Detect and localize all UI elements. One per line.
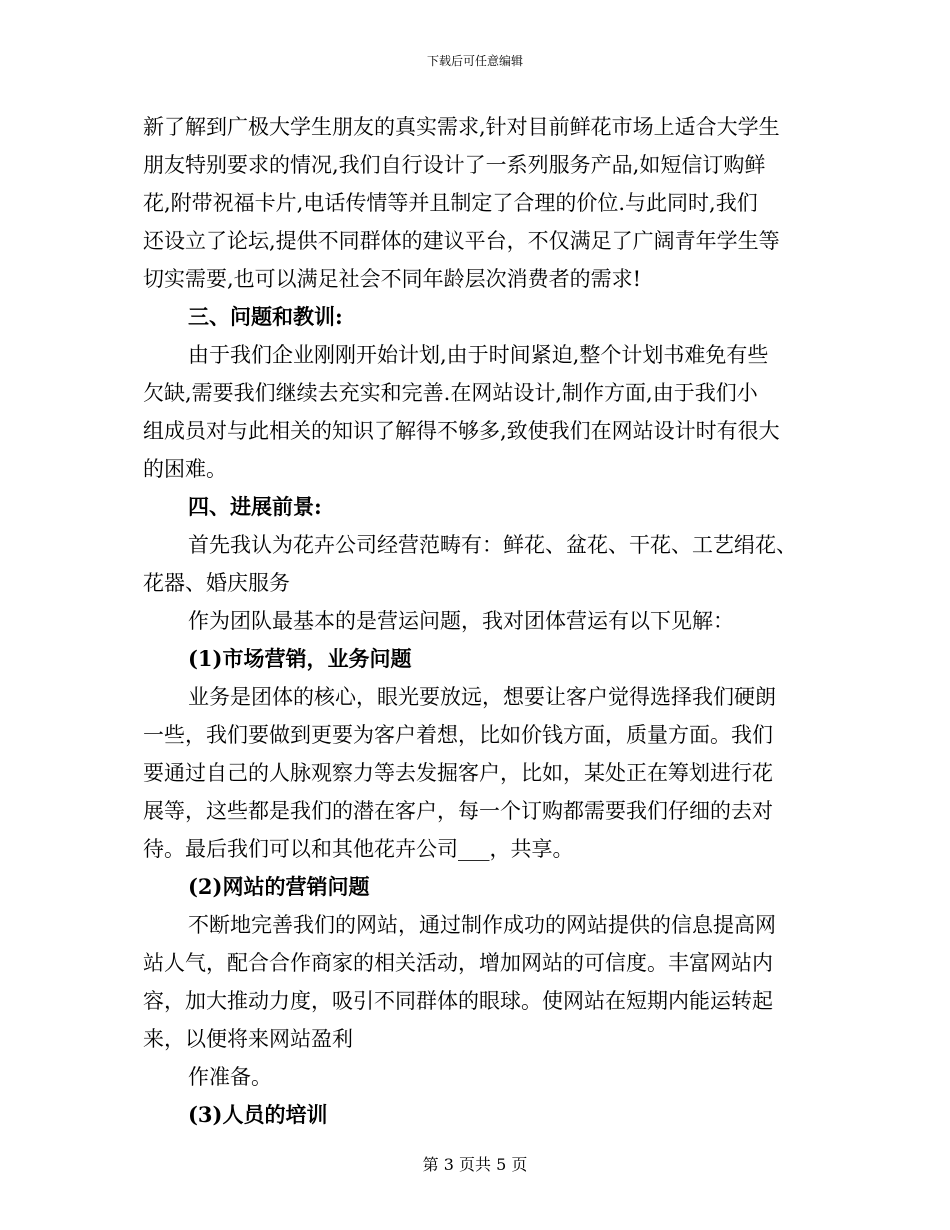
paragraph-line: 待。最后我们可以和其他花卉公司___，共享。	[143, 837, 574, 861]
paragraph-line: 切实需要,也可以满足社会不同年龄层次消费者的需求!	[143, 267, 642, 291]
subsection-heading: (2)网站的营销问题	[188, 874, 370, 899]
paragraph-line: 业务是团体的核心，眼光要放远，想要让客户觉得选择我们硬朗	[188, 685, 776, 709]
subsection-heading: (1)市场营销，业务问题	[188, 646, 412, 671]
section-heading: 四、进展前景:	[188, 494, 322, 519]
subsection-heading: (3)人员的培训	[188, 1102, 328, 1127]
paragraph-line: 容，加大推动力度，吸引不同群体的眼球。使网站在短期内能运转起	[143, 989, 773, 1013]
paragraph-line: 作为团队最基本的是营运问题，我对团体营运有以下见解：	[188, 609, 734, 633]
paragraph-line: 新了解到广极大学生朋友的真实需求,针对目前鲜花市场上适合大学生	[143, 115, 780, 139]
paragraph-line: 欠缺,需要我们继续去充实和完善.在网站设计,制作方面,由于我们小	[143, 381, 758, 405]
paragraph-line: 作准备。	[188, 1065, 272, 1089]
paragraph-line: 的困难。	[143, 457, 227, 481]
paragraph-line: 站人气，配合合作商家的相关活动，增加网站的可信度。丰富网站内	[143, 951, 773, 975]
document-body	[143, 108, 823, 1134]
page-number: 第 3 页共 5 页	[422, 1155, 528, 1174]
paragraph-line: 由于我们企业刚刚开始计划,由于时间紧迫,整个计划书难免有些	[188, 343, 769, 367]
paragraph-line: 还设立了论坛,提供不同群体的建议平台，不仅满足了广阔青年学生等	[143, 229, 780, 253]
paragraph-line: 组成员对与此相关的知识了解得不够多,致使我们在网站设计时有很大	[143, 419, 780, 443]
paragraph-line: 不断地完善我们的网站，通过制作成功的网站提供的信息提高网	[188, 913, 776, 937]
paragraph-line: 要通过自己的人脉观察力等去发掘客户，比如，某处正在筹划进行花	[143, 761, 773, 785]
header-note: 下载后可任意编辑	[426, 54, 523, 68]
paragraph-line: 花器、婚庆服务	[143, 571, 290, 595]
paragraph-line: 来，以便将来网站盈利	[143, 1027, 353, 1051]
paragraph-line: 首先我认为花卉公司经营范畴有：鲜花、盆花、干花、工艺绢花、	[188, 533, 797, 557]
paragraph-line: 一些，我们要做到更要为客户着想，比如价钱方面，质量方面。我们	[143, 723, 773, 747]
paragraph-line: 花,附带祝福卡片,电话传情等并且制定了合理的价位.与此同时,我们	[143, 191, 758, 215]
section-heading: 三、问题和教训:	[188, 304, 343, 329]
paragraph-line: 朋友特别要求的情况,我们自行设计了一系列服务产品,如短信订购鲜	[143, 153, 766, 177]
paragraph-line: 展等，这些都是我们的潜在客户，每一个订购都需要我们仔细的去对	[143, 799, 773, 823]
